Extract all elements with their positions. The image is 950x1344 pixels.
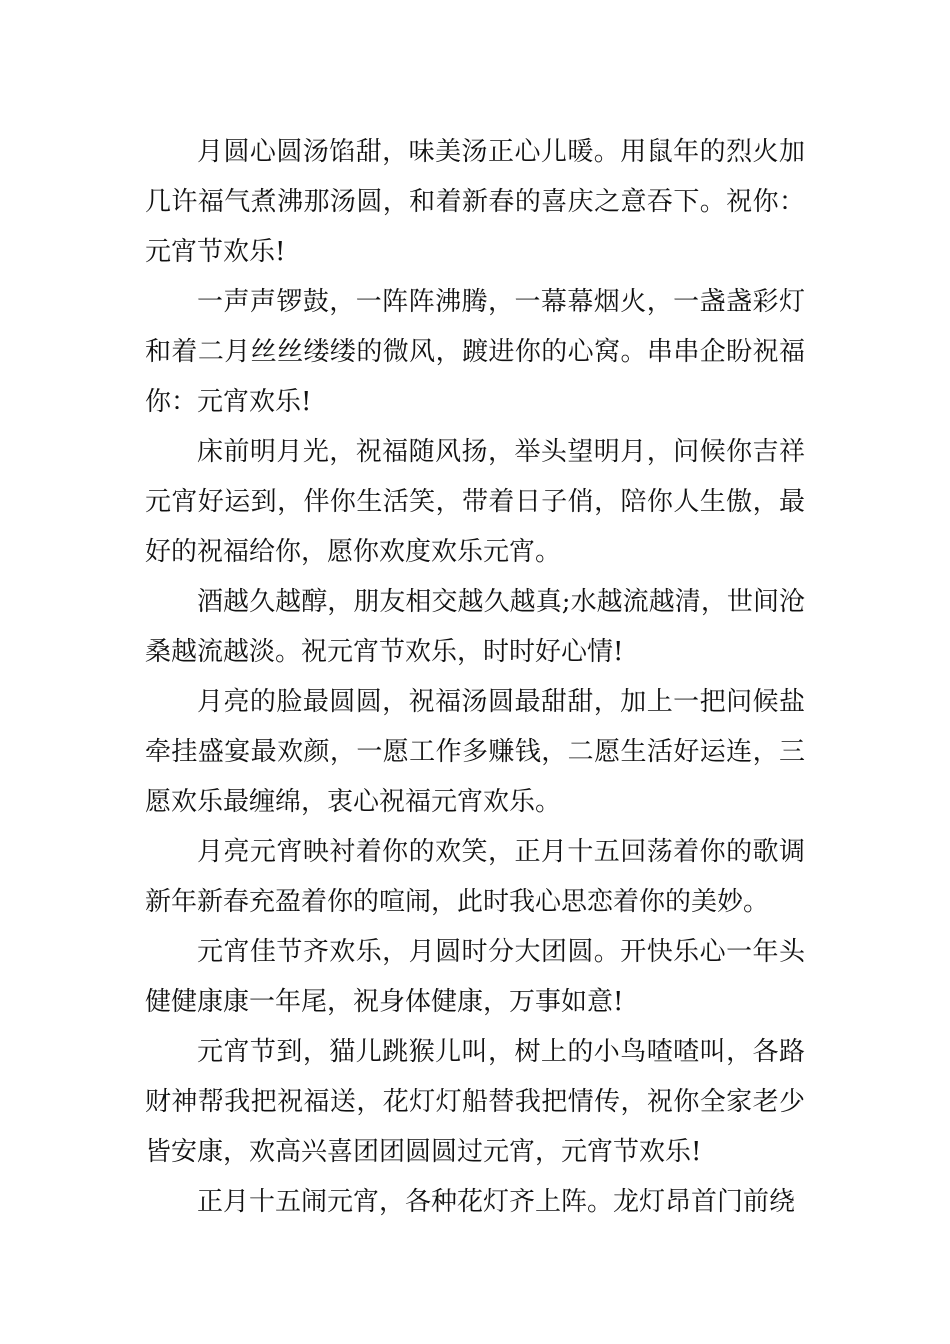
paragraph-9: 正月十五闹元宵，各种花灯齐上阵。龙灯昂首门前绕: [197, 1187, 796, 1217]
paragraph-5: 月亮的脸最圆圆，祝福汤圆最甜甜，加上一把问候盐牵挂盛宴最欢颜，一愿工作多赚钱，二愿生活好运连，三愿欢乐最缠绵，衷心祝福元宵欢乐。: [145, 687, 805, 817]
paragraph-6: 月亮元宵映衬着你的欢笑，正月十五回荡着你的歌调新年新春充盈着你的喧闹，此时我心思恋着你的美妙。: [145, 837, 805, 917]
paragraph-7: 元宵佳节齐欢乐，月圆时分大团圆。开快乐心一年头健健康康一年尾，祝身体健康，万事如意!: [145, 937, 805, 1017]
document-body: [145, 127, 805, 1227]
paragraph-3: 床前明月光，祝福随风扬，举头望明月，问候你吉祥元宵好运到，伴你生活笑，带着日子俏，陪你人生傲，最好的祝福给你，愿你欢度欢乐元宵。: [145, 437, 805, 567]
paragraph-8: 元宵节到，猫儿跳猴儿叫，树上的小鸟喳喳叫，各路财神帮我把祝福送，花灯灯船替我把情传，祝你全家老少皆安康，欢高兴喜团团圆圆过元宵，元宵节欢乐!: [145, 1037, 805, 1167]
paragraph-1: 月圆心圆汤馅甜，味美汤正心儿暖。用鼠年的烈火加几许福气煮沸那汤圆，和着新春的喜庆之意吞下。祝你：元宵节欢乐!: [145, 137, 805, 267]
paragraph-2: 一声声锣鼓，一阵阵沸腾，一幕幕烟火，一盏盏彩灯和着二月丝丝缕缕的微风，踱进你的心窝。串串企盼祝福你：元宵欢乐!: [145, 287, 805, 417]
paragraph-4: 酒越久越醇，朋友相交越久越真;水越流越清，世间沧桑越流越淡。祝元宵节欢乐，时时好心情!: [145, 587, 805, 667]
